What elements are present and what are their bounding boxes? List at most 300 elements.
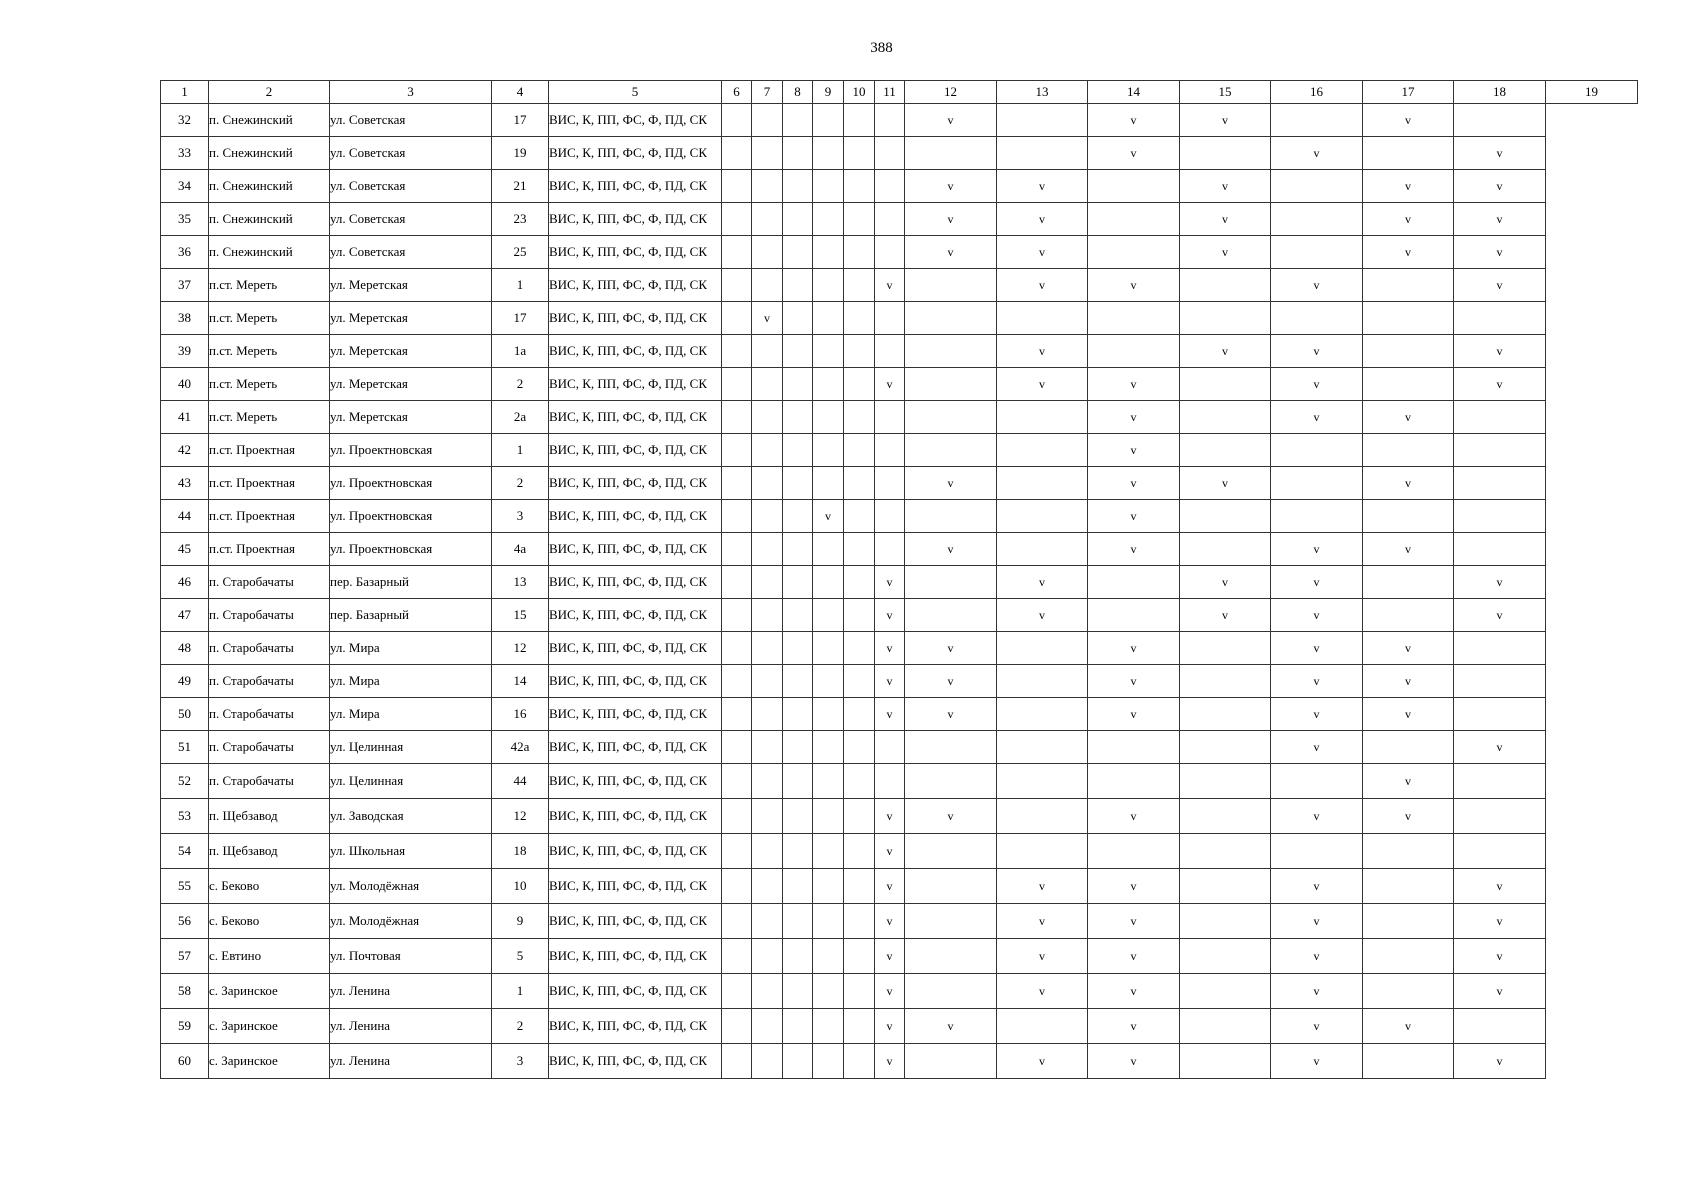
mark-cell bbox=[783, 500, 813, 533]
mark-cell bbox=[1180, 974, 1271, 1009]
mark-cell bbox=[997, 401, 1088, 434]
mark-cell: v bbox=[1180, 104, 1271, 137]
mark-cell: v bbox=[875, 632, 905, 665]
column-header: 18 bbox=[1454, 81, 1546, 104]
row-number-cell: 53 bbox=[161, 799, 209, 834]
inspection-table bbox=[160, 80, 1638, 1079]
table-row bbox=[161, 566, 1638, 599]
mark-cell bbox=[813, 904, 844, 939]
mark-cell bbox=[783, 335, 813, 368]
mark-cell bbox=[752, 869, 783, 904]
mark-cell: v bbox=[875, 665, 905, 698]
row-number-cell: 48 bbox=[161, 632, 209, 665]
codes-cell: ВИС, К, ПП, ФС, Ф, ПД, СК bbox=[549, 939, 722, 974]
mark-cell: v bbox=[1454, 1044, 1546, 1079]
mark-cell bbox=[875, 467, 905, 500]
row-number-cell: 35 bbox=[161, 203, 209, 236]
mark-cell bbox=[997, 632, 1088, 665]
street-cell: ул. Почтовая bbox=[330, 939, 492, 974]
mark-cell bbox=[813, 335, 844, 368]
mark-cell bbox=[813, 764, 844, 799]
table-row bbox=[161, 533, 1638, 566]
mark-cell bbox=[875, 335, 905, 368]
table-row bbox=[161, 799, 1638, 834]
settlement-cell: п.ст. Проектная bbox=[209, 500, 330, 533]
street-cell: ул. Меретская bbox=[330, 302, 492, 335]
mark-cell bbox=[905, 401, 997, 434]
mark-cell: v bbox=[997, 904, 1088, 939]
table-row bbox=[161, 698, 1638, 731]
mark-cell bbox=[997, 500, 1088, 533]
mark-cell: v bbox=[1088, 698, 1180, 731]
mark-cell bbox=[752, 236, 783, 269]
settlement-cell: п. Старобачаты bbox=[209, 764, 330, 799]
mark-cell bbox=[722, 698, 752, 731]
header-row bbox=[161, 81, 1638, 104]
table-row bbox=[161, 632, 1638, 665]
mark-cell bbox=[875, 302, 905, 335]
mark-cell bbox=[1180, 869, 1271, 904]
settlement-cell: п.ст. Мереть bbox=[209, 335, 330, 368]
mark-cell bbox=[722, 467, 752, 500]
mark-cell bbox=[1088, 764, 1180, 799]
codes-cell: ВИС, К, ПП, ФС, Ф, ПД, СК bbox=[549, 665, 722, 698]
mark-cell: v bbox=[1454, 335, 1546, 368]
mark-cell bbox=[1180, 939, 1271, 974]
street-cell: ул. Меретская bbox=[330, 269, 492, 302]
mark-cell bbox=[1454, 665, 1546, 698]
mark-cell bbox=[752, 137, 783, 170]
column-header: 19 bbox=[1546, 81, 1638, 104]
mark-cell bbox=[1454, 302, 1546, 335]
codes-cell: ВИС, К, ПП, ФС, Ф, ПД, СК bbox=[549, 1009, 722, 1044]
settlement-cell: с. Беково bbox=[209, 869, 330, 904]
settlement-cell: п. Снежинский bbox=[209, 203, 330, 236]
mark-cell bbox=[875, 731, 905, 764]
mark-cell: v bbox=[1271, 731, 1363, 764]
table-row bbox=[161, 1009, 1638, 1044]
row-number-cell: 46 bbox=[161, 566, 209, 599]
table-row bbox=[161, 335, 1638, 368]
street-cell: ул. Школьная bbox=[330, 834, 492, 869]
mark-cell bbox=[997, 764, 1088, 799]
mark-cell: v bbox=[1454, 869, 1546, 904]
mark-cell: v bbox=[997, 566, 1088, 599]
mark-cell bbox=[1180, 302, 1271, 335]
mark-cell: v bbox=[1088, 500, 1180, 533]
mark-cell bbox=[1271, 203, 1363, 236]
house-number-cell: 2 bbox=[492, 1009, 549, 1044]
mark-cell bbox=[752, 269, 783, 302]
mark-cell bbox=[783, 974, 813, 1009]
mark-cell: v bbox=[1454, 368, 1546, 401]
mark-cell bbox=[752, 203, 783, 236]
mark-cell bbox=[875, 203, 905, 236]
column-header: 1 bbox=[161, 81, 209, 104]
mark-cell: v bbox=[1271, 1009, 1363, 1044]
mark-cell bbox=[783, 1009, 813, 1044]
mark-cell bbox=[1454, 632, 1546, 665]
mark-cell bbox=[783, 236, 813, 269]
settlement-cell: с. Заринское bbox=[209, 974, 330, 1009]
mark-cell bbox=[1454, 500, 1546, 533]
column-header: 9 bbox=[813, 81, 844, 104]
settlement-cell: п.ст. Проектная bbox=[209, 533, 330, 566]
row-number-cell: 47 bbox=[161, 599, 209, 632]
table-body bbox=[161, 104, 1638, 1079]
mark-cell: v bbox=[752, 302, 783, 335]
mark-cell bbox=[752, 1009, 783, 1044]
column-header: 13 bbox=[997, 81, 1088, 104]
street-cell: пер. Базарный bbox=[330, 566, 492, 599]
mark-cell: v bbox=[1363, 104, 1454, 137]
mark-cell: v bbox=[1088, 401, 1180, 434]
mark-cell bbox=[844, 203, 875, 236]
mark-cell bbox=[813, 401, 844, 434]
mark-cell: v bbox=[1271, 904, 1363, 939]
mark-cell bbox=[1454, 764, 1546, 799]
mark-cell bbox=[1363, 731, 1454, 764]
mark-cell bbox=[752, 566, 783, 599]
table-row bbox=[161, 170, 1638, 203]
mark-cell: v bbox=[1454, 236, 1546, 269]
mark-cell: v bbox=[997, 368, 1088, 401]
mark-cell: v bbox=[1271, 698, 1363, 731]
mark-cell bbox=[1271, 170, 1363, 203]
mark-cell bbox=[844, 599, 875, 632]
mark-cell: v bbox=[875, 698, 905, 731]
mark-cell bbox=[1454, 1009, 1546, 1044]
row-number-cell: 40 bbox=[161, 368, 209, 401]
mark-cell bbox=[997, 731, 1088, 764]
mark-cell: v bbox=[1088, 1044, 1180, 1079]
codes-cell: ВИС, К, ПП, ФС, Ф, ПД, СК bbox=[549, 1044, 722, 1079]
table-row bbox=[161, 500, 1638, 533]
codes-cell: ВИС, К, ПП, ФС, Ф, ПД, СК bbox=[549, 500, 722, 533]
settlement-cell: п.ст. Мереть bbox=[209, 302, 330, 335]
mark-cell bbox=[783, 137, 813, 170]
column-header: 2 bbox=[209, 81, 330, 104]
mark-cell: v bbox=[875, 566, 905, 599]
codes-cell: ВИС, К, ПП, ФС, Ф, ПД, СК bbox=[549, 566, 722, 599]
mark-cell: v bbox=[1088, 665, 1180, 698]
street-cell: ул. Советская bbox=[330, 104, 492, 137]
mark-cell bbox=[1088, 599, 1180, 632]
mark-cell bbox=[722, 137, 752, 170]
settlement-cell: с. Беково bbox=[209, 904, 330, 939]
mark-cell: v bbox=[905, 665, 997, 698]
codes-cell: ВИС, К, ПП, ФС, Ф, ПД, СК bbox=[549, 302, 722, 335]
mark-cell bbox=[905, 500, 997, 533]
row-number-cell: 32 bbox=[161, 104, 209, 137]
street-cell: ул. Советская bbox=[330, 203, 492, 236]
mark-cell bbox=[1363, 500, 1454, 533]
codes-cell: ВИС, К, ПП, ФС, Ф, ПД, СК bbox=[549, 974, 722, 1009]
house-number-cell: 44 bbox=[492, 764, 549, 799]
mark-cell bbox=[1088, 335, 1180, 368]
mark-cell bbox=[997, 799, 1088, 834]
column-header: 15 bbox=[1180, 81, 1271, 104]
mark-cell bbox=[1180, 434, 1271, 467]
mark-cell bbox=[997, 137, 1088, 170]
house-number-cell: 9 bbox=[492, 904, 549, 939]
mark-cell bbox=[875, 500, 905, 533]
mark-cell bbox=[752, 698, 783, 731]
mark-cell bbox=[844, 236, 875, 269]
mark-cell bbox=[1180, 799, 1271, 834]
mark-cell: v bbox=[997, 974, 1088, 1009]
column-header: 10 bbox=[844, 81, 875, 104]
mark-cell bbox=[783, 731, 813, 764]
mark-cell bbox=[813, 939, 844, 974]
mark-cell bbox=[905, 1044, 997, 1079]
street-cell: ул. Мира bbox=[330, 698, 492, 731]
mark-cell: v bbox=[1363, 467, 1454, 500]
mark-cell bbox=[722, 434, 752, 467]
codes-cell: ВИС, К, ПП, ФС, Ф, ПД, СК bbox=[549, 764, 722, 799]
mark-cell bbox=[1180, 904, 1271, 939]
mark-cell bbox=[1363, 566, 1454, 599]
street-cell: ул. Ленина bbox=[330, 1044, 492, 1079]
mark-cell bbox=[722, 104, 752, 137]
mark-cell bbox=[1271, 236, 1363, 269]
mark-cell: v bbox=[1363, 632, 1454, 665]
mark-cell: v bbox=[1180, 566, 1271, 599]
codes-cell: ВИС, К, ПП, ФС, Ф, ПД, СК bbox=[549, 434, 722, 467]
row-number-cell: 59 bbox=[161, 1009, 209, 1044]
mark-cell: v bbox=[875, 1009, 905, 1044]
mark-cell bbox=[844, 799, 875, 834]
mark-cell bbox=[1363, 869, 1454, 904]
mark-cell bbox=[1271, 834, 1363, 869]
mark-cell: v bbox=[1088, 869, 1180, 904]
column-header: 5 bbox=[549, 81, 722, 104]
mark-cell bbox=[722, 566, 752, 599]
mark-cell bbox=[813, 834, 844, 869]
mark-cell: v bbox=[1180, 236, 1271, 269]
mark-cell bbox=[997, 698, 1088, 731]
mark-cell bbox=[722, 974, 752, 1009]
mark-cell bbox=[783, 170, 813, 203]
mark-cell: v bbox=[997, 236, 1088, 269]
mark-cell bbox=[875, 764, 905, 799]
mark-cell: v bbox=[1088, 632, 1180, 665]
mark-cell bbox=[875, 401, 905, 434]
mark-cell bbox=[997, 434, 1088, 467]
mark-cell bbox=[722, 599, 752, 632]
mark-cell bbox=[844, 665, 875, 698]
mark-cell: v bbox=[997, 1044, 1088, 1079]
codes-cell: ВИС, К, ПП, ФС, Ф, ПД, СК bbox=[549, 137, 722, 170]
mark-cell bbox=[783, 203, 813, 236]
mark-cell bbox=[752, 401, 783, 434]
settlement-cell: п.ст. Проектная bbox=[209, 434, 330, 467]
mark-cell bbox=[997, 1009, 1088, 1044]
mark-cell: v bbox=[1363, 236, 1454, 269]
mark-cell bbox=[752, 170, 783, 203]
row-number-cell: 57 bbox=[161, 939, 209, 974]
mark-cell bbox=[844, 566, 875, 599]
mark-cell bbox=[1454, 104, 1546, 137]
mark-cell bbox=[844, 302, 875, 335]
street-cell: ул. Советская bbox=[330, 170, 492, 203]
mark-cell bbox=[752, 335, 783, 368]
codes-cell: ВИС, К, ПП, ФС, Ф, ПД, СК bbox=[549, 236, 722, 269]
house-number-cell: 1 bbox=[492, 434, 549, 467]
settlement-cell: п. Старобачаты bbox=[209, 599, 330, 632]
mark-cell: v bbox=[875, 269, 905, 302]
mark-cell: v bbox=[1454, 137, 1546, 170]
mark-cell bbox=[1180, 137, 1271, 170]
mark-cell: v bbox=[997, 203, 1088, 236]
mark-cell bbox=[905, 269, 997, 302]
row-number-cell: 39 bbox=[161, 335, 209, 368]
house-number-cell: 14 bbox=[492, 665, 549, 698]
mark-cell bbox=[844, 869, 875, 904]
mark-cell bbox=[783, 665, 813, 698]
mark-cell: v bbox=[1363, 1009, 1454, 1044]
mark-cell bbox=[1180, 731, 1271, 764]
mark-cell bbox=[1271, 764, 1363, 799]
codes-cell: ВИС, К, ПП, ФС, Ф, ПД, СК bbox=[549, 869, 722, 904]
mark-cell: v bbox=[905, 698, 997, 731]
mark-cell: v bbox=[1088, 269, 1180, 302]
mark-cell bbox=[1454, 698, 1546, 731]
mark-cell bbox=[1363, 904, 1454, 939]
mark-cell bbox=[1180, 632, 1271, 665]
column-header: 6 bbox=[722, 81, 752, 104]
mark-cell: v bbox=[1088, 974, 1180, 1009]
mark-cell bbox=[844, 269, 875, 302]
mark-cell bbox=[752, 368, 783, 401]
street-cell: ул. Меретская bbox=[330, 401, 492, 434]
mark-cell bbox=[813, 665, 844, 698]
mark-cell bbox=[844, 500, 875, 533]
mark-cell bbox=[813, 467, 844, 500]
mark-cell: v bbox=[1454, 939, 1546, 974]
mark-cell: v bbox=[1271, 1044, 1363, 1079]
mark-cell bbox=[905, 599, 997, 632]
mark-cell bbox=[1180, 401, 1271, 434]
mark-cell bbox=[1363, 434, 1454, 467]
mark-cell bbox=[783, 269, 813, 302]
mark-cell bbox=[905, 904, 997, 939]
mark-cell bbox=[1180, 500, 1271, 533]
house-number-cell: 3 bbox=[492, 500, 549, 533]
mark-cell bbox=[905, 434, 997, 467]
row-number-cell: 36 bbox=[161, 236, 209, 269]
codes-cell: ВИС, К, ПП, ФС, Ф, ПД, СК bbox=[549, 799, 722, 834]
row-number-cell: 45 bbox=[161, 533, 209, 566]
mark-cell bbox=[813, 731, 844, 764]
mark-cell bbox=[783, 939, 813, 974]
codes-cell: ВИС, К, ПП, ФС, Ф, ПД, СК bbox=[549, 203, 722, 236]
mark-cell: v bbox=[1454, 203, 1546, 236]
mark-cell bbox=[813, 632, 844, 665]
column-header: 3 bbox=[330, 81, 492, 104]
mark-cell bbox=[1180, 764, 1271, 799]
settlement-cell: п. Старобачаты bbox=[209, 731, 330, 764]
mark-cell: v bbox=[875, 869, 905, 904]
house-number-cell: 16 bbox=[492, 698, 549, 731]
mark-cell bbox=[1088, 566, 1180, 599]
house-number-cell: 12 bbox=[492, 799, 549, 834]
mark-cell bbox=[844, 104, 875, 137]
table-row bbox=[161, 104, 1638, 137]
house-number-cell: 42а bbox=[492, 731, 549, 764]
mark-cell bbox=[722, 368, 752, 401]
settlement-cell: п. Щебзавод bbox=[209, 834, 330, 869]
house-number-cell: 1 bbox=[492, 974, 549, 1009]
mark-cell bbox=[783, 869, 813, 904]
mark-cell bbox=[813, 599, 844, 632]
mark-cell: v bbox=[1180, 203, 1271, 236]
mark-cell: v bbox=[875, 799, 905, 834]
mark-cell bbox=[1180, 533, 1271, 566]
mark-cell bbox=[997, 834, 1088, 869]
street-cell: ул. Советская bbox=[330, 137, 492, 170]
mark-cell bbox=[722, 869, 752, 904]
street-cell: ул. Молодёжная bbox=[330, 904, 492, 939]
mark-cell bbox=[1454, 434, 1546, 467]
mark-cell bbox=[722, 335, 752, 368]
table-row bbox=[161, 1044, 1638, 1079]
mark-cell bbox=[844, 939, 875, 974]
table-row bbox=[161, 731, 1638, 764]
mark-cell: v bbox=[1271, 335, 1363, 368]
codes-cell: ВИС, К, ПП, ФС, Ф, ПД, СК bbox=[549, 698, 722, 731]
mark-cell bbox=[875, 236, 905, 269]
codes-cell: ВИС, К, ПП, ФС, Ф, ПД, СК bbox=[549, 632, 722, 665]
mark-cell bbox=[1271, 434, 1363, 467]
mark-cell bbox=[905, 731, 997, 764]
mark-cell bbox=[813, 368, 844, 401]
street-cell: ул. Молодёжная bbox=[330, 869, 492, 904]
mark-cell: v bbox=[905, 467, 997, 500]
mark-cell: v bbox=[1180, 170, 1271, 203]
street-cell: ул. Ленина bbox=[330, 1009, 492, 1044]
row-number-cell: 34 bbox=[161, 170, 209, 203]
codes-cell: ВИС, К, ПП, ФС, Ф, ПД, СК bbox=[549, 104, 722, 137]
codes-cell: ВИС, К, ПП, ФС, Ф, ПД, СК bbox=[549, 401, 722, 434]
mark-cell bbox=[813, 1009, 844, 1044]
mark-cell bbox=[905, 566, 997, 599]
mark-cell bbox=[1363, 834, 1454, 869]
mark-cell bbox=[752, 799, 783, 834]
mark-cell: v bbox=[1363, 170, 1454, 203]
mark-cell: v bbox=[997, 939, 1088, 974]
mark-cell: v bbox=[1271, 599, 1363, 632]
column-header: 16 bbox=[1271, 81, 1363, 104]
mark-cell bbox=[844, 834, 875, 869]
mark-cell: v bbox=[1363, 698, 1454, 731]
settlement-cell: п. Старобачаты bbox=[209, 566, 330, 599]
mark-cell bbox=[1454, 533, 1546, 566]
mark-cell bbox=[813, 566, 844, 599]
mark-cell bbox=[844, 335, 875, 368]
house-number-cell: 3 bbox=[492, 1044, 549, 1079]
mark-cell bbox=[722, 401, 752, 434]
street-cell: ул. Мира bbox=[330, 665, 492, 698]
settlement-cell: п. Снежинский bbox=[209, 104, 330, 137]
mark-cell: v bbox=[1363, 533, 1454, 566]
mark-cell bbox=[783, 698, 813, 731]
mark-cell bbox=[752, 939, 783, 974]
table-row bbox=[161, 665, 1638, 698]
table-row bbox=[161, 203, 1638, 236]
mark-cell bbox=[783, 834, 813, 869]
house-number-cell: 12 bbox=[492, 632, 549, 665]
